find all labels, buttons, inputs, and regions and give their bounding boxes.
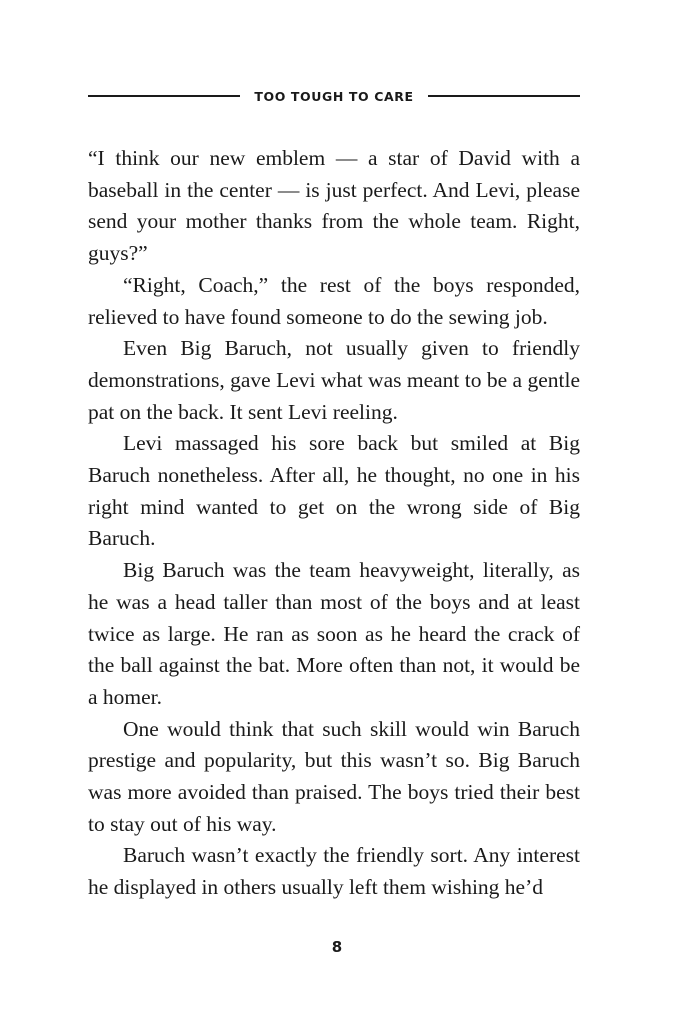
paragraph: Levi massaged his sore back but smiled at Big Baruch nonetheless. After all, he thought, no one in his right mind wanted to get on the wrong side of Big Baruch. (88, 431, 580, 551)
running-head-title: TOO TOUGH TO CARE (254, 88, 414, 104)
header-rule-right (428, 95, 580, 97)
paragraph: Big Baruch was the team heavyweight, literally, as he was a head taller than most of the boys and at least twice as large. He ran as soon as he heard the crack of the ball against the bat. More often than not, it would be a homer. (88, 558, 580, 709)
paragraph: Even Big Baruch, not usually given to friendly demonstrations, gave Levi what was meant to be a gentle pat on the back. It sent Levi reeling. (88, 336, 580, 424)
paragraph: Baruch wasn’t exactly the friendly sort. Any interest he displayed in others usually left them wishing he’d (88, 843, 580, 900)
running-header (88, 84, 580, 108)
page-number: 8 (331, 938, 343, 956)
body-text (88, 143, 580, 904)
paragraph: One would think that such skill would win Baruch prestige and popularity, but this wasn’t so. Big Baruch was more avoided than praised. The boys tried their best to stay out of his way. (88, 716, 580, 836)
header-rule-left (88, 95, 240, 97)
paragraph: “I think our new emblem — a star of David with a baseball in the center — is just perfect. And Levi, please send your mother thanks from the whole team. Right, guys?” (88, 146, 580, 266)
paragraph: “Right, Coach,” the rest of the boys responded, relieved to have found someone to do the sewing job. (88, 272, 580, 329)
